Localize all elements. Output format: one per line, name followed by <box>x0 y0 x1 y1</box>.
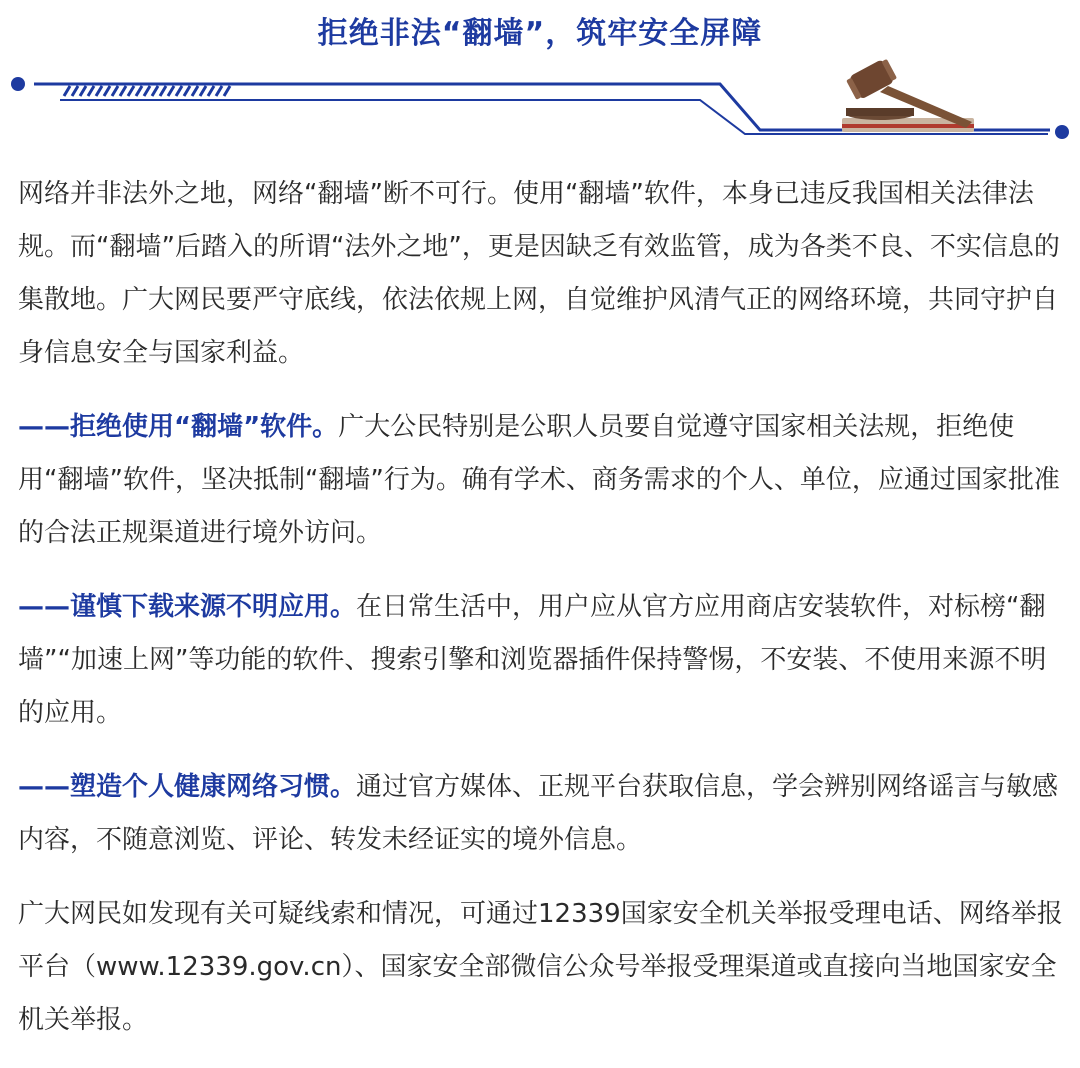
paragraph-point-1 <box>18 401 1066 560</box>
paragraph-intro <box>18 168 1066 380</box>
page-title: 拒绝非法“翻墙”，筑牢安全屏障 <box>317 16 763 51</box>
paragraph-text: 广大公民特别是公职人员要自觉遵守国家相关法规，拒绝使用“翻墙”软件，坚决抵制“翻墙”行为。确有学术、商务需求的个人、单位，应通过国家批准的合法正规渠道进行境外访问。 <box>18 412 1060 548</box>
paragraph-report <box>18 888 1066 1047</box>
hatch-band <box>60 86 240 96</box>
paragraph-text: 通过官方媒体、正规平台获取信息，学会辨别网络谣言与敏感内容，不随意浏览、评论、转发未经证实的境外信息。 <box>18 772 1059 855</box>
paragraph-text: 网络并非法外之地，网络“翻墙”断不可行。使用“翻墙”软件，本身已违反我国相关法律法规。而“翻墙”后踏入的所谓“法外之地”，更是因缺乏有效监管，成为各类不良、不实信息的集散地。广大网民要严守底线，依法依规上网，自觉维护风清气正的网络环境，共同守护自身信息安全与国家利益。 <box>18 179 1060 368</box>
paragraph-lead: ——谨慎下载来源不明应用。 <box>18 592 357 622</box>
paragraph-lead: ——拒绝使用“翻墙”软件。 <box>18 412 339 442</box>
paragraph-point-3 <box>18 761 1066 867</box>
gavel-icon <box>842 57 974 132</box>
paragraph-point-2 <box>18 581 1066 740</box>
paragraph-text: 广大网民如发现有关可疑线索和情况，可通过12339国家安全机关举报受理电话、网络举报平台（www.12339.gov.cn）、国家安全部微信公众号举报受理渠道或直接向当地国家安全机关举报。 <box>18 899 1063 1035</box>
paragraph-text: 在日常生活中，用户应从官方应用商店安装软件，对标榜“翻墙”“加速上网”等功能的软件、搜索引擎和浏览器插件保持警惕，不安装、不使用来源不明的应用。 <box>18 592 1047 728</box>
paragraph-lead: ——塑造个人健康网络习惯。 <box>18 772 357 802</box>
article-body <box>18 168 1066 1068</box>
header-decoration <box>0 52 1080 152</box>
right-dot <box>1055 125 1069 139</box>
left-dot <box>11 77 25 91</box>
